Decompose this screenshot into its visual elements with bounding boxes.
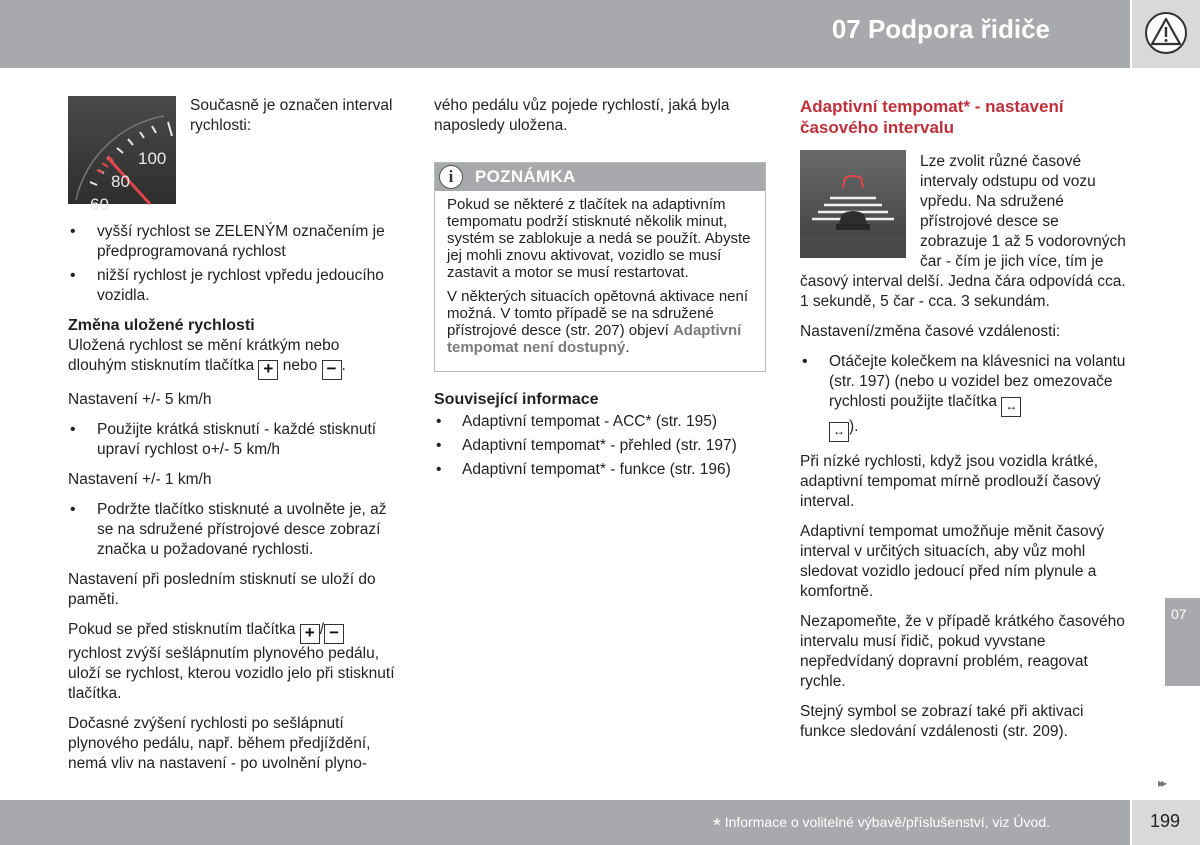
low-speed-text: Při nízké rychlosti, když jsou vozidla krátké, adaptivní tempomat mírně prodlouží časový interval.: [800, 453, 1101, 510]
info-icon: i: [439, 165, 463, 189]
chapter-tab-label: 07: [1171, 606, 1187, 622]
list-item: • nižší rychlost je rychlost vpředu jedoucího vozidla.: [68, 266, 398, 306]
header-bar: [0, 0, 1130, 68]
distance-setting-bullet-end: ).: [849, 418, 859, 435]
setting-5-list: [68, 420, 398, 460]
speedometer-image: [68, 96, 176, 214]
temporary-increase-text: Dočasné zvýšení rychlosti po sešlápnutí plynového pedálu, např. během předjíždění, nemá vliv na nastavení - po uvolnění plyno-: [68, 715, 371, 772]
warning-short-interval-text: Nezapomeňte, že v případě krátkého časového intervalu musí řidič, pokud vyvstane nepředvídaný dopravní problém, reagovat rychle.: [800, 613, 1125, 690]
speedo-label-80: 80: [111, 172, 130, 191]
setting-5-kmh: Nastavení +/- 5 km/h: [68, 391, 212, 408]
column-1: [68, 96, 398, 784]
note-paragraph: [447, 288, 753, 356]
minus-button-icon: −: [324, 624, 344, 644]
speedometer-caption: Současně je označen interval rychlosti:: [190, 97, 393, 134]
speedometer-intro: [68, 96, 398, 214]
list-item: [800, 352, 1130, 442]
distance-setting-text: Nastavení/změna časové vzdálenosti:: [800, 323, 1061, 340]
before-press-part: Pokud se před stisknutím tlačítka: [68, 621, 296, 638]
footer-bar: [0, 800, 1130, 845]
setting-1-list: [68, 500, 398, 560]
related-link[interactable]: • Adaptivní tempomat - ACC* (str. 195): [434, 412, 766, 432]
chapter-title: 07 Podpora řidiče: [831, 14, 1050, 44]
related-link[interactable]: • Adaptivní tempomat* - funkce (str. 196): [434, 460, 766, 480]
related-info-list: [434, 412, 766, 480]
related-link[interactable]: • Adaptivní tempomat* - přehled (str. 197): [434, 436, 766, 456]
list-item: • vyšší rychlost se ZELENÝM označením je předprogramovaná rychlost: [68, 222, 398, 262]
same-symbol-text: Stejný symbol se zobrazí také při aktivaci funkce sledování vzdálenosti (str. 209).: [800, 703, 1084, 740]
footnote-text: Informace o volitelné výbavě/příslušenství, viz Úvod.: [724, 814, 1050, 830]
change-speed-text: [68, 336, 398, 380]
note-display-message: Adaptivní tempomat není dostupný: [447, 322, 742, 356]
page-number: 199: [1150, 811, 1181, 831]
note-text-end: .: [625, 339, 630, 356]
column-2: [434, 96, 766, 484]
list-item: • Podržte tlačítko stisknuté a uvolněte je, až se na sdružené přístrojové desce zobrazí značka u požadované rychlosti.: [68, 500, 398, 560]
next-page-marker: ▸▸: [1158, 776, 1165, 790]
distance-setting-bullet: Otáčejte kolečkem na klávesnici na volantu (str. 197) (nebo u vozidel bez omezovače rychlosti použijte tlačítka: [829, 353, 1126, 410]
list-item: • Použijte krátká stisknutí - každé stisknutí upraví rychlost o+/- 5 km/h: [68, 420, 398, 460]
slash-separator: /: [319, 621, 325, 638]
related-info-heading: Související informace: [434, 391, 599, 408]
plus-button-icon: +: [300, 624, 320, 644]
chapter-tab: [1165, 598, 1200, 686]
last-press-text: Nastavení při posledním stisknutí se uloží do paměti.: [68, 571, 376, 608]
footnote-asterisk: *: [712, 815, 721, 837]
change-speed-text-part: nebo: [282, 357, 318, 374]
page-number-box: [1132, 800, 1200, 845]
change-speed-text-part: Uložená rychlost se mění krátkým nebo dlouhým stisknutím tlačítka: [68, 337, 340, 374]
distance-setting-list: [800, 352, 1130, 442]
continuation-text: vého pedálu vůz pojede rychlostí, jaká byla naposledy uložena.: [434, 97, 730, 134]
interval-button-icon: ↔: [829, 422, 849, 442]
setting-1-kmh: Nastavení +/- 1 km/h: [68, 471, 212, 488]
speedo-label-60: 60: [90, 195, 109, 214]
footer-note: [713, 814, 1050, 838]
note-header: [435, 163, 765, 191]
minus-button-icon: −: [322, 360, 342, 380]
change-speed-text-part: .: [341, 357, 346, 374]
section-title: Adaptivní tempomat* - nastavení časového intervalu: [800, 97, 1064, 137]
time-interval-intro: [800, 152, 1130, 312]
note-body: [435, 191, 765, 371]
note-box: [434, 162, 766, 372]
time-interval-image: [800, 150, 906, 258]
header-icon-box: [1132, 0, 1200, 68]
note-text: V některých situacích opětovná aktivace není možná. V tomto případě se na sdružené přístrojové desce (str. 207) objeví: [447, 288, 749, 339]
time-interval-text: Lze zvolit různé časové intervaly odstupu od vozu vpředu. Na sdružené přístrojové desce se zobrazuje 1 až 5 vodorovných čar - čím je jich více, tím je časový interval delší. Jedna čára odpovídá cca. 1 sekundě, 5 čar - cca. 3 sekundám.: [800, 153, 1126, 310]
speed-marker-list: [68, 222, 398, 306]
column-3: [800, 96, 1130, 752]
change-speed-heading: Změna uložené rychlosti: [68, 317, 255, 334]
before-press-text: [68, 620, 398, 704]
plus-button-icon: +: [258, 360, 278, 380]
speedo-label-100: 100: [138, 149, 167, 168]
before-press-part: rychlost zvýší sešlápnutím plynového pedálu, uloží se rychlost, kterou vozidlo jelo při stisknutí tlačítka.: [68, 645, 395, 702]
warning-triangle-icon: [1144, 11, 1188, 55]
interval-button-icon: ↔: [1001, 397, 1021, 417]
note-title: POZNÁMKA: [475, 167, 576, 186]
note-paragraph: Pokud se některé z tlačítek na adaptivním tempomatu podrží stisknuté několik minut, systém se zablokuje a nedá se použít. Abyste jej mohli znovu aktivovat, vozidlo se musí zastavit a motor se musí restartovat.: [447, 196, 751, 281]
change-interval-text: Adaptivní tempomat umožňuje měnit časový interval v určitých situacích, aby vůz mohl sledovat vozidlo jedoucí před ním plynule a komfortně.: [800, 523, 1105, 600]
